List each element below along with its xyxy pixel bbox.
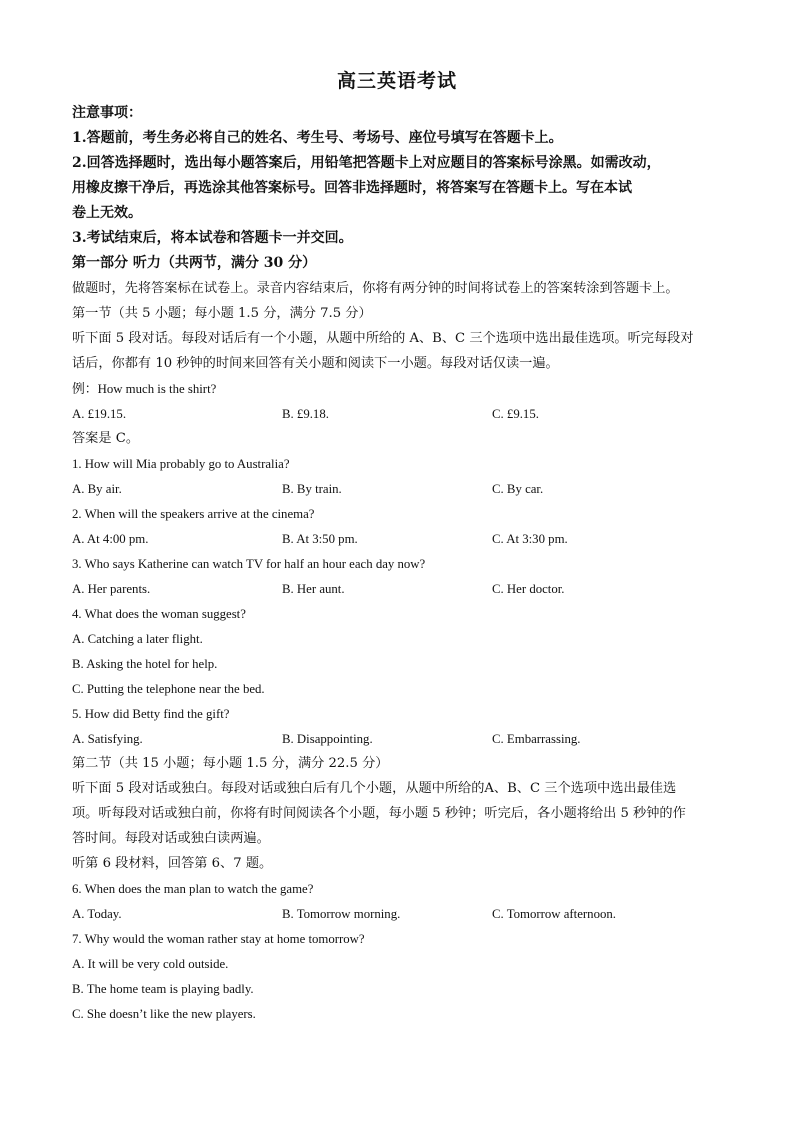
q7-option-c: C. She doesn’t like the new players. [72, 1007, 256, 1021]
question-7: 7. Why would the woman rather stay at home tomorrow? [72, 932, 365, 946]
question-6: 6. When does the man plan to watch the game? [72, 882, 314, 896]
question-5-options [72, 730, 722, 748]
q3-option-b: B. Her aunt. [282, 582, 345, 596]
section2-heading: 第二节（共 15 小题；每小题 1.5 分，满分 22.5 分） [72, 756, 389, 771]
q7-option-b: B. The home team is playing badly. [72, 982, 254, 996]
notice-item-2-line-1: 2.回答选择题时，选出每小题答案后，用铅笔把答题卡上对应题目的答案标号涂黑。如需改动， [72, 155, 661, 171]
q3-option-a: A. Her parents. [72, 582, 151, 596]
q2-option-b: B. At 3:50 pm. [282, 532, 358, 546]
q1-option-c: C. By car. [492, 482, 544, 496]
q2-option-a: A. At 4:00 pm. [72, 532, 149, 546]
question-4: 4. What does the woman suggest? [72, 607, 246, 621]
example-option-c: C. £9.15. [492, 407, 539, 421]
section1-instructions-line-2: 话后，你都有 10 秒钟的时间来回答有关小题和阅读下一小题。每段对话仅读一遍。 [72, 356, 559, 371]
q4-option-a: A. Catching a later flight. [72, 632, 203, 646]
q1-option-a: A. By air. [72, 482, 122, 496]
q2-option-c: C. At 3:30 pm. [492, 532, 568, 546]
notice-item-2-line-2: 用橡皮擦干净后，再选涂其他答案标号。回答非选择题时，将答案写在答题卡上。写在本试 [72, 180, 632, 196]
q5-option-a: A. Satisfying. [72, 732, 143, 746]
section1-heading: 第一节（共 5 小题；每小题 1.5 分，满分 7.5 分） [72, 306, 372, 321]
question-2: 2. When will the speakers arrive at the cinema? [72, 507, 315, 521]
part1-intro: 做题时，先将答案标在试卷上。录音内容结束后，你将有两分钟的时间将试卷上的答案转涂到答题卡上。 [72, 281, 679, 296]
section1-instructions-line-1: 听下面 5 段对话。每段对话后有一个小题，从题中所给的 A、B、C 三个选项中选出最佳选项。听完每段对 [72, 331, 694, 346]
q1-option-b: B. By train. [282, 482, 342, 496]
example-options [72, 405, 722, 423]
question-1: 1. How will Mia probably go to Australia? [72, 457, 290, 471]
q6-option-b: B. Tomorrow morning. [282, 907, 401, 921]
example-answer: 答案是 C。 [72, 431, 140, 446]
q7-option-a: A. It will be very cold outside. [72, 957, 229, 971]
section2-instructions-line-3: 答时间。每段对话或独白读两遍。 [72, 831, 270, 846]
q4-option-c: C. Putting the telephone near the bed. [72, 682, 265, 696]
question-5: 5. How did Betty find the gift? [72, 707, 230, 721]
example-option-a: A. £19.15. [72, 407, 127, 421]
q6-option-c: C. Tomorrow afternoon. [492, 907, 616, 921]
notice-heading: 注意事项： [72, 105, 142, 121]
notice-item-1: 1.答题前，考生务必将自己的姓名、考生号、考场号、座位号填写在答题卡上。 [72, 130, 563, 146]
question-1-options [72, 480, 722, 498]
q6-option-a: A. Today. [72, 907, 122, 921]
question-6-options [72, 905, 722, 923]
notice-item-3: 3.考试结束后，将本试卷和答题卡一并交回。 [72, 230, 353, 246]
page-title: 高三英语考试 [336, 70, 457, 92]
material-6-note: 听第 6 段材料，回答第 6、7 题。 [72, 856, 273, 871]
q3-option-c: C. Her doctor. [492, 582, 565, 596]
question-3-options [72, 580, 722, 598]
q5-option-b: B. Disappointing. [282, 732, 373, 746]
q5-option-c: C. Embarrassing. [492, 732, 581, 746]
question-3: 3. Who says Katherine can watch TV for half an hour each day now? [72, 557, 426, 571]
q4-option-b: B. Asking the hotel for help. [72, 657, 218, 671]
section2-instructions-line-2: 项。听每段对话或独白前，你将有时间阅读各个小题，每小题 5 秒钟；听完后，各小题将给出 5 秒钟的作 [72, 806, 686, 821]
example-question: 例：How much is the shirt? [72, 382, 217, 396]
example-option-b: B. £9.18. [282, 407, 329, 421]
notice-item-2-line-3: 卷上无效。 [72, 205, 142, 221]
question-2-options [72, 530, 722, 548]
part1-heading: 第一部分 听力（共两节，满分 30 分） [72, 255, 317, 271]
section2-instructions-line-1: 听下面 5 段对话或独白。每段对话或独白后有几个小题，从题中所给的A、B、C 三个选项中选出最佳选 [72, 781, 677, 796]
